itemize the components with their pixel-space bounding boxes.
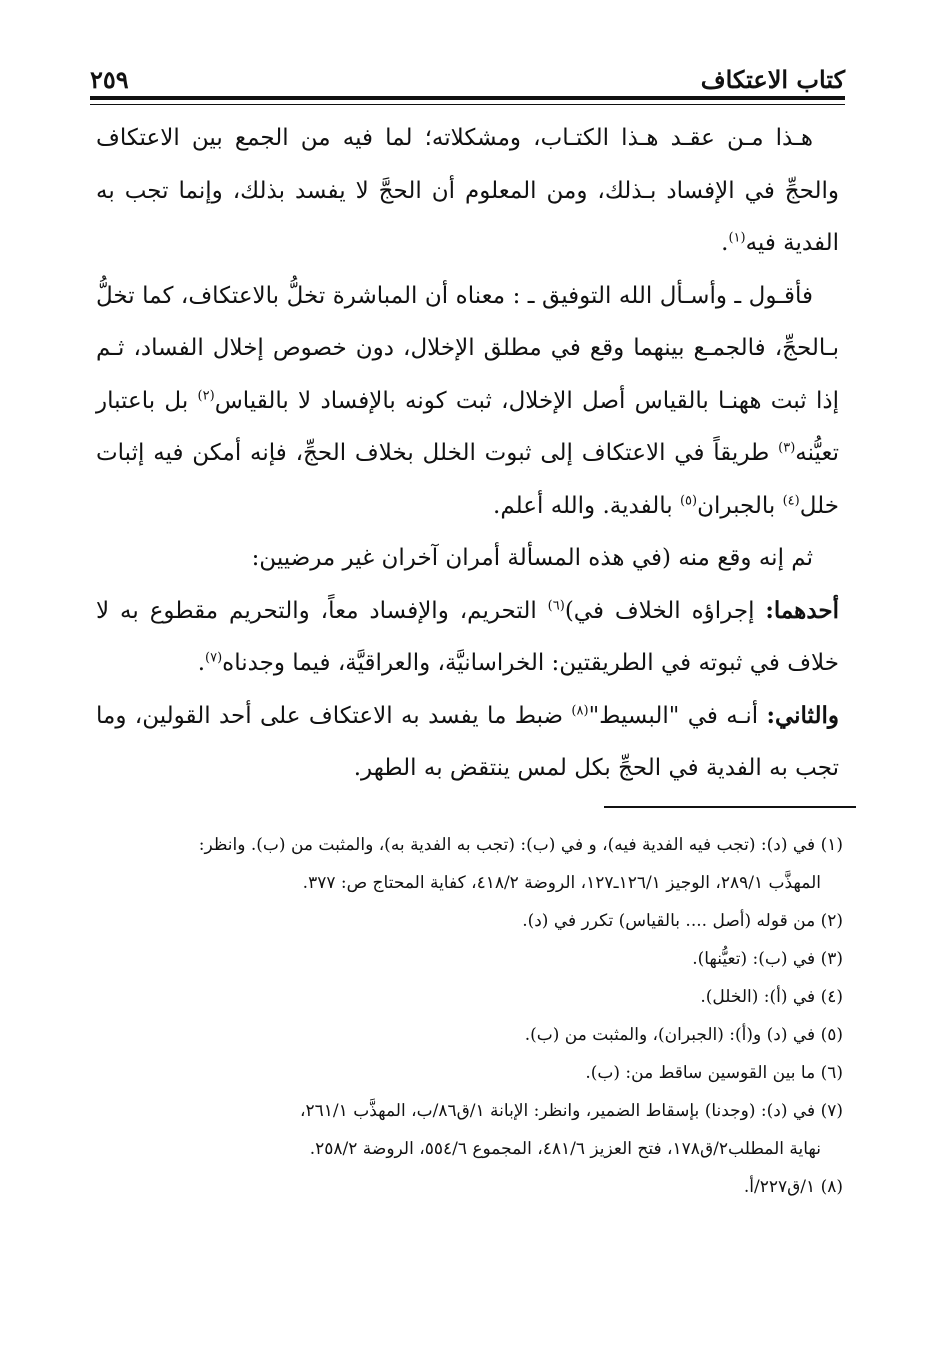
paragraph-text: أنـه في "البسيط" — [588, 702, 767, 729]
footnote-4: (٤) في (أ): (الخلل). — [700, 987, 843, 1007]
paragraph-text: التحريم، والإفساد معاً، والتحريم مقطوع به لا خلاف في ثبوته في الطريقتين: الخراسانيَّة، والعراقيَّة، فيما وجدناه — [96, 597, 839, 676]
paragraph-3 — [96, 532, 839, 585]
paragraph-1 — [96, 112, 839, 270]
paragraph-text: بالفدية. والله أعلم. — [493, 492, 680, 519]
paragraph-text: طريقاً في الاعتكاف إلى ثبوت الخلل بخلاف الحجِّ، فإنه أمكن فيه إثبات خلل — [96, 440, 839, 519]
footnote-ref-4: (٤) — [782, 492, 800, 508]
paragraph-text: بل باعتبار تعيُّنه — [96, 387, 839, 466]
footnote-1-continued: المهذَّب ٢٨٩/١، الوجيز ١٢٦/١ـ١٢٧، الروضة ٤١٨/٢، كفاية المحتاج ص: ٣٧٧. — [302, 873, 821, 893]
paragraph-text: هـذا مـن عقـد هـذا الكتـاب، ومشكلاته؛ لما فيه من الجمع بين الاعتكاف والحجِّ في الإفساد بـذلك، ومن المعلوم أن الحجَّ لا يفسد بذلك، وإنما تجب به الفدية فيه — [96, 125, 839, 256]
paragraph-4 — [96, 585, 839, 690]
main-text — [96, 112, 839, 795]
paragraph-text: . — [197, 650, 205, 676]
footnote-5: (٥) في (د) و(أ): (الجبران)، والمثبت من (ب). — [524, 1025, 843, 1045]
footnotes — [96, 826, 843, 1206]
footnote-separator — [604, 806, 856, 808]
footnote-7: (٧) في (د): (وجدنا) بإسقاط الضمير، وانظر: الإبانة ١/ق٨٦/ب، المهذَّب ٢٦١/١، — [300, 1101, 843, 1121]
footnote-8: (٨) ١/ق٢٢٧/أ. — [743, 1177, 843, 1197]
footnote-ref-3: (٣) — [778, 440, 796, 456]
running-title: كتاب الاعتكاف — [700, 65, 845, 94]
footnote-ref-8: (٨) — [571, 702, 589, 718]
footnote-ref-6: (٦) — [547, 597, 565, 613]
paragraph-lead: أحدهما: — [765, 596, 839, 624]
footnote-2: (٢) من قوله (أصل .... بالقياس) تكرر في (د). — [522, 911, 843, 931]
footnote-ref-2: (٢) — [197, 387, 215, 403]
page-header — [90, 58, 845, 94]
header-rule-thin — [90, 104, 845, 105]
paragraph-text: ثم إنه وقع منه (في هذه المسألة أمران آخران غير مرضيين: — [251, 545, 813, 571]
paragraph-lead: والثاني: — [766, 701, 839, 729]
footnote-1: (١) في (د): (تجب فيه الفدية فيه)، و في (ب): (تجب به الفدية به)، والمثبت من (ب). وانظر: — [198, 835, 843, 855]
paragraph-5 — [96, 690, 839, 795]
page-number: ٢٥٩ — [90, 65, 129, 94]
paragraph-text: إجراؤه الخلاف في) — [564, 597, 766, 624]
paragraph-text: . — [721, 230, 729, 256]
footnote-ref-5: (٥) — [679, 492, 698, 508]
footnote-ref-7: (٧) — [205, 650, 223, 666]
header-rule-thick — [90, 96, 845, 100]
footnote-3: (٣) في (ب): (تعيُّنها). — [692, 949, 843, 969]
paragraph-text: فأقـول ـ وأسـأل الله التوفيق ـ : معناه أن المباشرة تخلُّ بالاعتكاف، كما تخلُّ بـالحجِّ، فالجمـع بينهما وقع في مطلق الإخلال، دون خصوص إخلال الفساد، ثـم إذا ثبت ههنـا بالقياس أصل الإخلال، ثبت كونه بالإفساد لا بالقياس — [96, 282, 839, 414]
footnote-ref-1: (١) — [728, 230, 746, 246]
footnote-6: (٦) ما بين القوسين ساقط من: (ب). — [585, 1063, 843, 1083]
paragraph-2 — [96, 270, 839, 533]
footnote-7-continued: نهاية المطلب٢/ق١٧٨، فتح العزيز ٤٨١/٦، المجموع ٥٥٤/٦، الروضة ٢٥٨/٢. — [309, 1139, 821, 1159]
paragraph-text: بالجبران — [697, 492, 783, 519]
paragraph-text: ضبط ما يفسد به الاعتكاف على أحد القولين، وما تجب به الفدية في الحجِّ بكل لمس ينتقض به الطهر. — [96, 702, 839, 781]
